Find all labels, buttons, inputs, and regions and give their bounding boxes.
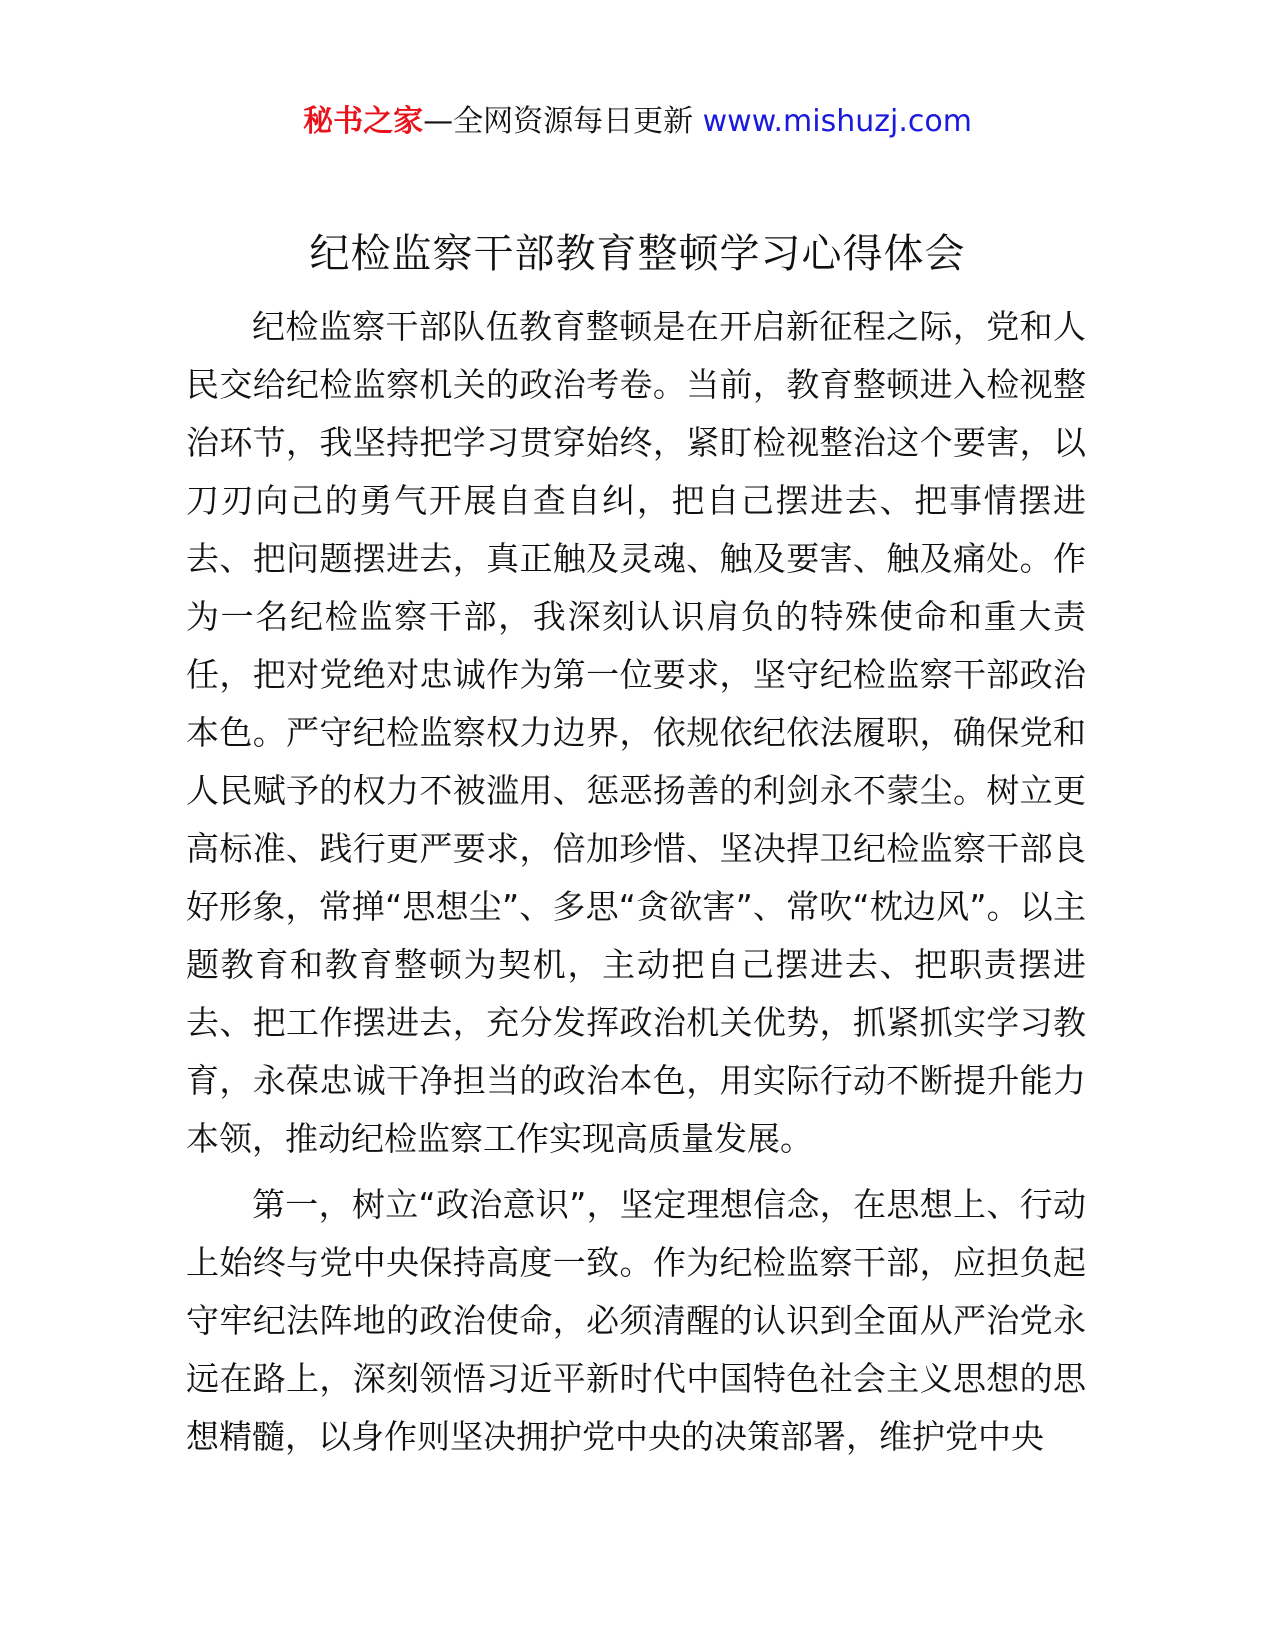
document-title: 纪检监察干部教育整顿学习心得体会 — [309, 231, 966, 277]
site-header — [0, 100, 1275, 144]
document-body — [186, 298, 1086, 1466]
body-paragraph-2: 第一，树立“政治意识”，坚定理想信念，在思想上、行动上始终与党中央保持高度一致。作为纪检监察干部，应担负起守牢纪法阵地的政治使命，必须清醒的认识到全面从严治党永远在路上，深刻领悟习近平新时代中国特色社会主义思想的思想精髓，以身作则坚决拥护党中央的决策部署，维护党中央 — [186, 1185, 1086, 1456]
site-url-link[interactable]: www.mishuzj.com — [702, 104, 972, 139]
header-slogan: —全网资源每日更新 — [423, 104, 694, 139]
brand-name: 秘书之家 — [303, 104, 424, 139]
body-paragraph-1: 纪检监察干部队伍教育整顿是在开启新征程之际，党和人民交给纪检监察机关的政治考卷。当前，教育整顿进入检视整治环节，我坚持把学习贯穿始终，紧盯检视整治这个要害，以刀刃向己的勇气开展自查自纠，把自己摆进去、把事情摆进去、把问题摆进去，真正触及灵魂、触及要害、触及痛处。作为一名纪检监察干部，我深刻认识肩负的特殊使命和重大责任，把对党绝对忠诚作为第一位要求，坚守纪检监察干部政治本色。严守纪检监察权力边界，依规依纪依法履职，确保党和人民赋予的权力不被滥用、惩恶扬善的利剑永不蒙尘。树立更高标准、践行更严要求，倍加珍惜、坚决捍卫纪检监察干部良好形象，常掸“思想尘”、多思“贪欲害”、常吹“枕边风”。以主题教育和教育整顿为契机，主动把自己摆进去、把职责摆进去、把工作摆进去，充分发挥政治机关优势，抓紧抓实学习教育，永葆忠诚干净担当的政治本色，用实际行动不断提升能力本领，推动纪检监察工作实现高质量发展。 — [186, 307, 1086, 1158]
